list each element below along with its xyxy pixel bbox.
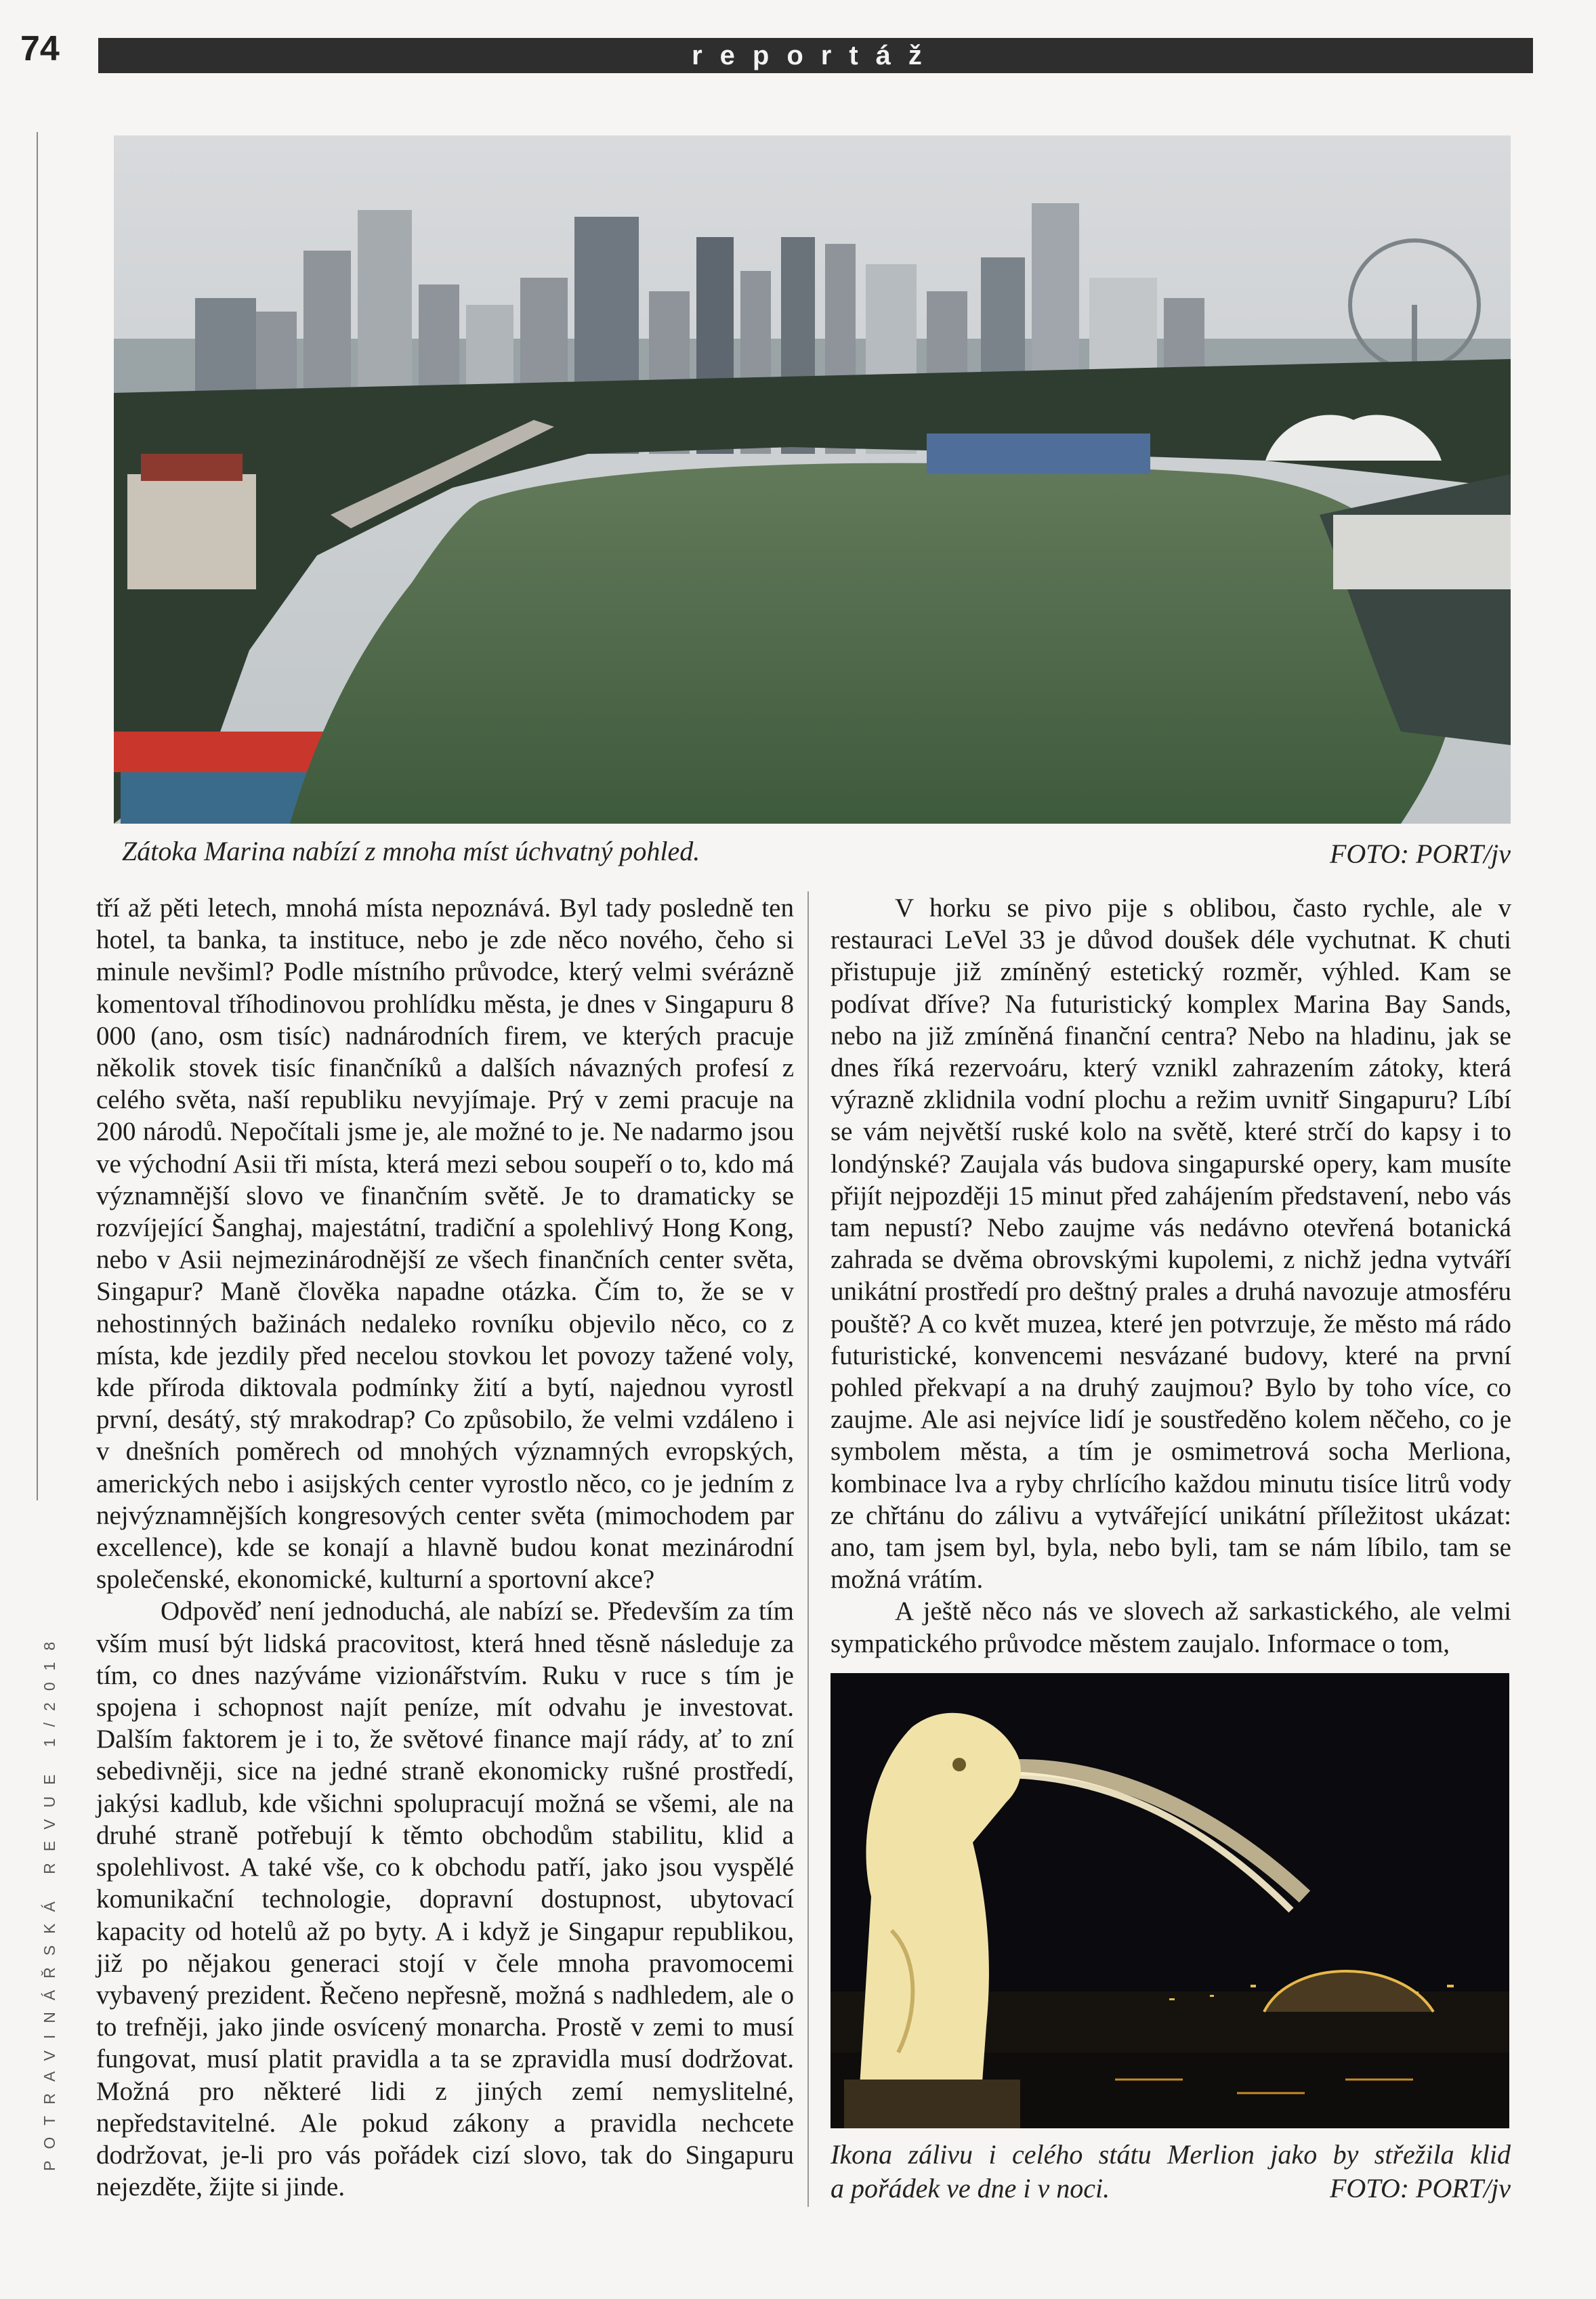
bottom-photo-credit: FOTO: PORT/jv <box>1329 2173 1511 2203</box>
top-photo-credit: FOTO: PORT/jv <box>1329 839 1511 869</box>
top-photo-caption: Zátoka Marina nabízí z mnoha míst úchvatný pohled. <box>122 836 700 866</box>
column-divider <box>807 891 809 2207</box>
left-paragraph: tří až pěti letech, mnohá místa nepoznává. Byl tady posledně ten hotel, ta banka, ta instituce, nebo je zde něco nového, čeho si minule nevšiml? Podle místního průvodce, který velmi svérázně komentoval tříhodinovou prohlídku města, je dnes v Singapuru 8 000 (ano, osm tisíc) nadnárodních firem, ve kterých pracuje několik stovek tisíc finančníků a dalších návazných profesí z celého světa, naší republiku nevyjímaje. Prý v zemi pracuje na 200 národů. Nepočítali jsme je, ale možné to je. Ne nadarmo jsou ve východní Asii tři místa, která mezi sebou soupeří o to, kdo má významnější slovo ve finančním světě. Je to dramaticky se rozvíjející Šanghaj, majestátní, tradiční a spolehlivý Hong Kong, nebo v Asii nejmezinárodnější ze všech finančních center světa, Singapur? Maně člověka napadne otázka. Čím to, že se v nehostinných bažinách nedaleko rovníku objevilo něco, co z místa, kde jezdily před necelou stovkou let povozy tažené voly, kde příroda diktovala podmínky žití a bytí, najednou vyrostl první, desátý, stý mrakodrap? Co způsobilo, že velmi vzdáleno i v dnešních poměrech od mnohých významných evropských, amerických nebo i asijských center vyrostlo něco, co je jedním z nejvýznamnějších kongresových center světa (mimochodem par excellence), kde se konají a hlavně budou konat mezinárodní společenské, ekonomické, kulturní a sportovní akce? <box>96 893 794 1595</box>
side-rule <box>37 132 38 1500</box>
left-paragraph: Odpověď není jednoduchá, ale nabízí se. Především za tím vším musí být lidská pracovitost, která hned těsně následuje za tím, co dnes nazýváme vizionářstvím. Ruku v ruce s tím je spojena i schopnost najít peníze, mít odvahu je investovat. Dalším faktorem je i to, že světové finance mají rády, ať to zní sebedivněji, sice na jedné straně ekonomicky rušné prostředí, jakýsi kadlub, kde všichni spolupracují možná se všemi, ale na druhé straně potřebují k těmto obchodům stabilitu, klid a spolehlivost. A také vše, co k obchodu patří, jako jsou vyspělé komunikační technologie, dopravní dostupnost, ubytovací kapacity od hotelů až po byty. A i když je Singapur republikou, již po nějakou generaci stojí v čele mnoha pravomocemi vybavený prezident. Řečeno nepřesně, možná s nadhledem, ale o to trefněji, jako jinde osvícený monarcha. Prostě v zemi to musí fungovat, musí platit pravidla a ta se zpravidla musí dodržovat. Možná pro některé lidi z jiných zemí nemyslitelné, nepředstavitelné. Ale pokud zákony a pravidla nechcete dodržovat, je-li pro vás pořádek cizí slovo, tak do Singapuru nejezděte, žijte si jinde. <box>96 1597 794 2202</box>
right-paragraph: A ještě něco nás ve slovech až sarkastického, ale velmi sympatického průvodce městem zaujalo. Informace o tom, <box>831 1597 1511 1658</box>
marina-bay-illustration <box>114 135 1511 824</box>
magazine-name-vertical: POTRAVINÁŘSKÁ REVUE 1/2018 <box>41 1630 58 2171</box>
bottom-photo-caption-line1: Ikona zálivu i celého státu Merlion jako by střežila klid <box>831 2139 1511 2170</box>
merlion-illustration <box>831 1673 1509 2128</box>
page-number: 74 <box>20 29 60 68</box>
right-paragraph: V horku se pivo pije s oblibou, často rychle, ale v restauraci LeVel 33 je důvod doušek déle vychutnat. K chuti přistupuje již zmíněný estetický rozměr, výhled. Kam se podívat dříve? Na futuristický komplex Marina Bay Sands, nebo na již zmíněná finanční centra? Nebo na hladinu, jak se dnes říká rezervoáru, který vznikl zahrazením zátoky, která výrazně zklidnila vodní plochu a režim uvnitř Singapuru? Líbí se vám největší ruské kolo na světě, které strčí do kapsy i to londýnské? Zaujala vás budova singapurské opery, kam musíte přijít nejpozději 15 minut před zahájením představení, nebo vás tam nepustí? Nebo zaujme vás nedávno otevřená botanická zahrada se dvěma obrovskými kupolemi, z nichž jedna vytváří unikátní prostředí pro deštný prales a druhá navozuje atmosféru pouště? A co květ muzea, které jen potvrzuje, že město má rádo futuristické, konvencemi nesvázané budovy, které na první pohled překvapí a na druhý zaujmou? Bylo by toho více, co zaujme. Ale asi nejvíce lidí je soustředěno kolem něčeho, co je symbolem města, a tím je osmimetrová socha Merliona, kombinace lva a ryby chrlícího každou minutu tisíce litrů vody ze chřtánu do zálivu a vytvářející unikátní příležitost ukázat: ano, tam jsem byl, byla, nebo byli, tam se nám líbilo, tam se možná vrátím. <box>831 893 1511 1595</box>
left-column <box>96 892 794 2203</box>
marina-bay-photo <box>114 135 1511 824</box>
merlion-photo <box>831 1673 1509 2128</box>
right-column <box>831 892 1511 1660</box>
section-header: reportáž <box>98 38 1533 73</box>
bottom-photo-caption-line2: a pořádek ve dne i v noci. <box>831 2173 1110 2203</box>
